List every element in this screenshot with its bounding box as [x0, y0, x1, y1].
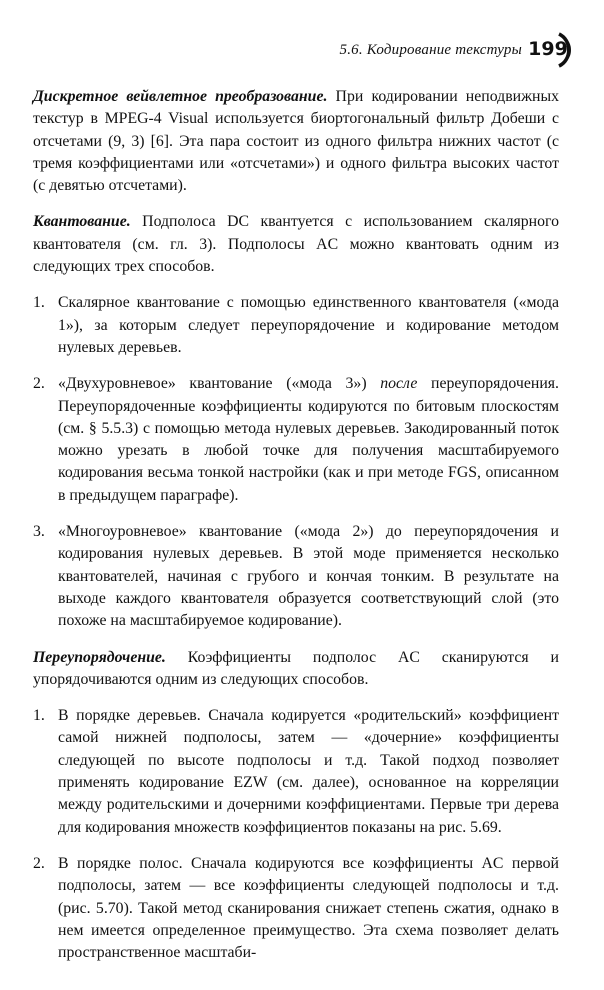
list-item-number: 3.: [33, 523, 45, 541]
page-body: [33, 86, 559, 978]
paragraph-reordering-text: Коэффициенты подполос AC сканируются и упорядочиваются одним из следующих способов.: [33, 648, 559, 688]
list-item-text: «Многоуровневое» квантование («мода 2») до переупорядочения и кодирования нулевых деревьев. В этой моде применяется несколько квантователей, начиная с грубого и кончая тонким. В результате на выходе каждого квантователя образуется соответствующий слой (это похоже на масштабируемое кодирование).: [58, 523, 559, 630]
list-item-number: 2.: [33, 375, 45, 393]
list-item: [33, 292, 559, 359]
paragraph-dwt-text: При кодировании неподвижных текстур в MPEG-4 Visual используется биортогональный фильтр Добеши с отсчетами (9, 3) [6]. Эта пара состоит из одного фильтра нижних частот (с тремя коэффициентами или «отсчетами») и одного фильтра высоких частот (с девятью отсчетами).: [33, 88, 560, 195]
term-reordering: Переупорядочение.: [33, 648, 166, 666]
section-title: 5.6. Кодирование текстуры: [339, 42, 522, 58]
reordering-methods-list: [33, 705, 559, 964]
list-item-text: В порядке деревьев. Сначала кодируется «родительский» коэффициент самой нижней подполосы, затем — «дочерние» коэффициенты следующей по высоте подполосы и т.д. Такой подход позволяет применять кодирование EZW (см. далее), основанное на корреляции между родительскими и дочерними коэффициентами. Первые три дерева для кодирования множеств коэффициентов показаны на рис. 5.69.: [58, 707, 559, 836]
list-item: [33, 373, 559, 507]
list-item-number: 1.: [33, 707, 45, 725]
list-item: [33, 853, 559, 964]
list-item: [33, 705, 559, 839]
paragraph-reordering: [33, 647, 559, 692]
list-item-number: 2.: [33, 854, 45, 872]
page-number-badge: [528, 30, 572, 70]
term-quantization: Квантование.: [33, 213, 131, 231]
list-item-text: Скалярное квантование с помощью единственного квантователя («мода 1»), за которым следует переупорядочение и кодирование методом нулевых деревьев.: [58, 294, 559, 356]
quantization-modes-list: [33, 292, 559, 632]
term-dwt: Дискретное вейвлетное преобразование.: [33, 88, 328, 105]
running-header: [0, 30, 604, 74]
list-item-text: В порядке полос. Сначала кодируются все коэффициенты AC первой подполосы, затем — все коэффициенты следующей подполосы и т.д. (рис. 5.70). Такой метод сканирования снижает степень сжатия, однако в нем имеется определенное преимущество. Эта схема позволяет делать пространственное масштаби-: [58, 854, 559, 962]
list-item-number: 1.: [33, 294, 45, 312]
paragraph-quantization: [33, 211, 559, 278]
paragraph-dwt: [33, 86, 559, 197]
list-item: [33, 521, 559, 632]
page-number: 199: [528, 38, 568, 60]
list-item-emphasis: после: [380, 375, 418, 393]
list-item-text-start: «Двухуровневое» квантование («мода 3»): [58, 375, 381, 393]
list-item-text-end: переупорядочения. Переупорядоченные коэффициенты кодируются по битовым плоскостям (см. § 5.5.3) с помощью метода нулевых деревьев. Закодированный поток можно урезать в любой точке для получения масштабируемого кодирования весьма тонкой настройки (как и при методе FGS, описанном в предыдущем параграфе).: [58, 375, 559, 504]
paragraph-quantization-text: Подполоса DC квантуется с использованием скалярного квантователя (см. гл. 3). Подполосы AC можно квантовать одним из следующих трех способов.: [33, 213, 559, 276]
